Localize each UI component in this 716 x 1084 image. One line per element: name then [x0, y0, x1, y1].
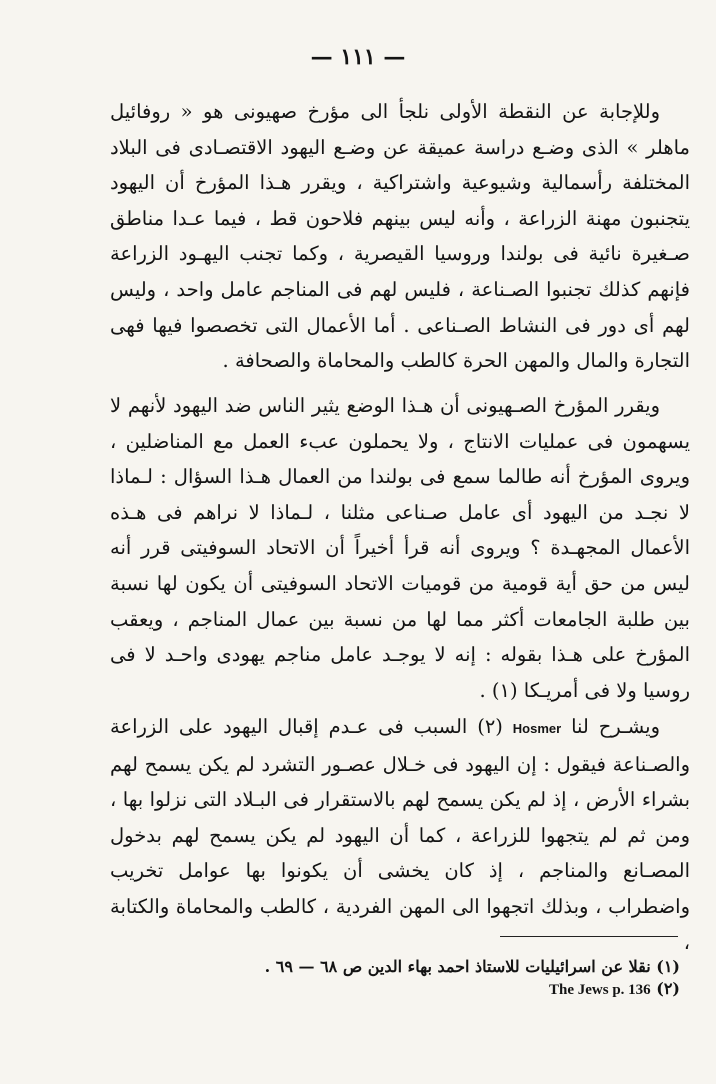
paragraph-3-text-before: ويشـرح لنا	[571, 715, 661, 738]
footnote-divider	[500, 936, 678, 937]
page-number: — ١١١ —	[310, 44, 406, 70]
paragraph-1-text: وللإجابة عن النقطة الأولى نلجأ الى مؤرخ صهيونى هو « روفائيل ماهلر » الذى وضـع دراسة عميقة عن وضـع اليهود الاقتصـادى فى البلاد المختلفة رأسمالية وشيوعية واشتراكية ، ويقرر هـذا المؤرخ أن اليهود يتجنبون مهنة الزراعة ، وأنه ليس بينهم فلاحون قط ، فيما عـدا مناطق صـغيرة نائية فى بولندا وروسيا القيصرية ، وكما تجنب اليهـود الزراعة فإنهم كذلك تجنبوا الصـناعة ، فليس لهم فى المناجم عامل واحد ، وليس لهم أى دور فى النشاط الصـناعى . أما الأعمال التى تخصصوا فيها فهى التجارة والمال والمهن الحرة كالطب والمحاماة والصحافة .	[110, 100, 690, 373]
footnote-2-marker: (٢)	[656, 979, 680, 998]
footnotes	[160, 956, 680, 1001]
paragraph-3	[110, 709, 690, 960]
paragraph-3-text	[110, 709, 690, 960]
footnote-2-reference: The Jews p. 136	[548, 982, 651, 998]
author-name-latin: Hosmer	[512, 721, 562, 736]
footnote-1: (١) نقلا عن اسرائيليات للاستاذ احمد بهاء الدين ص ٦٨ — ٦٩ .	[264, 957, 680, 976]
footnote-2	[160, 978, 680, 1001]
paragraph-2	[110, 388, 690, 708]
paragraph-3-text-after: (٢) السبب فى عـدم إقبال اليهود على الزراعة والصـناعة فيقول : إن اليهود فى خـلال عصـور التشرد لم يكن يسمح لهم بشراء الأرض ، إذ لم يكن يسمح لهم بالاستقرار فى البـلاد التى نزلوا بها ، ومن ثم لم يتجهوا للزراعة ، كما أن اليهود لم يكن يسمح لهم بدخول المصـانع والمناجم ، إذ كان يخشى أن يكونوا بها عوامل تخريب واضطراب ، وبذلك اتجهوا الى المهن الفردية ، كالطب والمحاماة والكتابة ،	[110, 715, 690, 954]
paragraph-1	[110, 94, 690, 379]
paragraph-2-text: ويقرر المؤرخ الصـهيونى أن هـذا الوضع يثير الناس ضد اليهود لأنهم لا يسهمون فى عمليات الانتاج ، ولا يحملون عبء العمل مع المناضلين ، ويروى المؤرخ أنه طالما سمع فى بولندا من العمال هـذا السؤال : لـماذا لا نجـد من اليهود أى عامل صـناعى مثلنا ، لـماذا لا نراهم فى هـذه الأعمال المجهـدة ؟ ويروى أنه قرأ أخيراً أن الاتحاد السوفيتى قرر أنه ليس من حق أية قومية من قوميات الاتحاد السوفيتى أن يكون لها نسبة بين طلبة الجامعات أكثر مما لها من نسبة بين عمال المناجم ، ويعقب المؤرخ على هـذا بقوله : إنه لا يوجـد عامل مناجم يهودى واحـد لا فى روسيا ولا فى أمريـكا (١) .	[110, 394, 690, 702]
